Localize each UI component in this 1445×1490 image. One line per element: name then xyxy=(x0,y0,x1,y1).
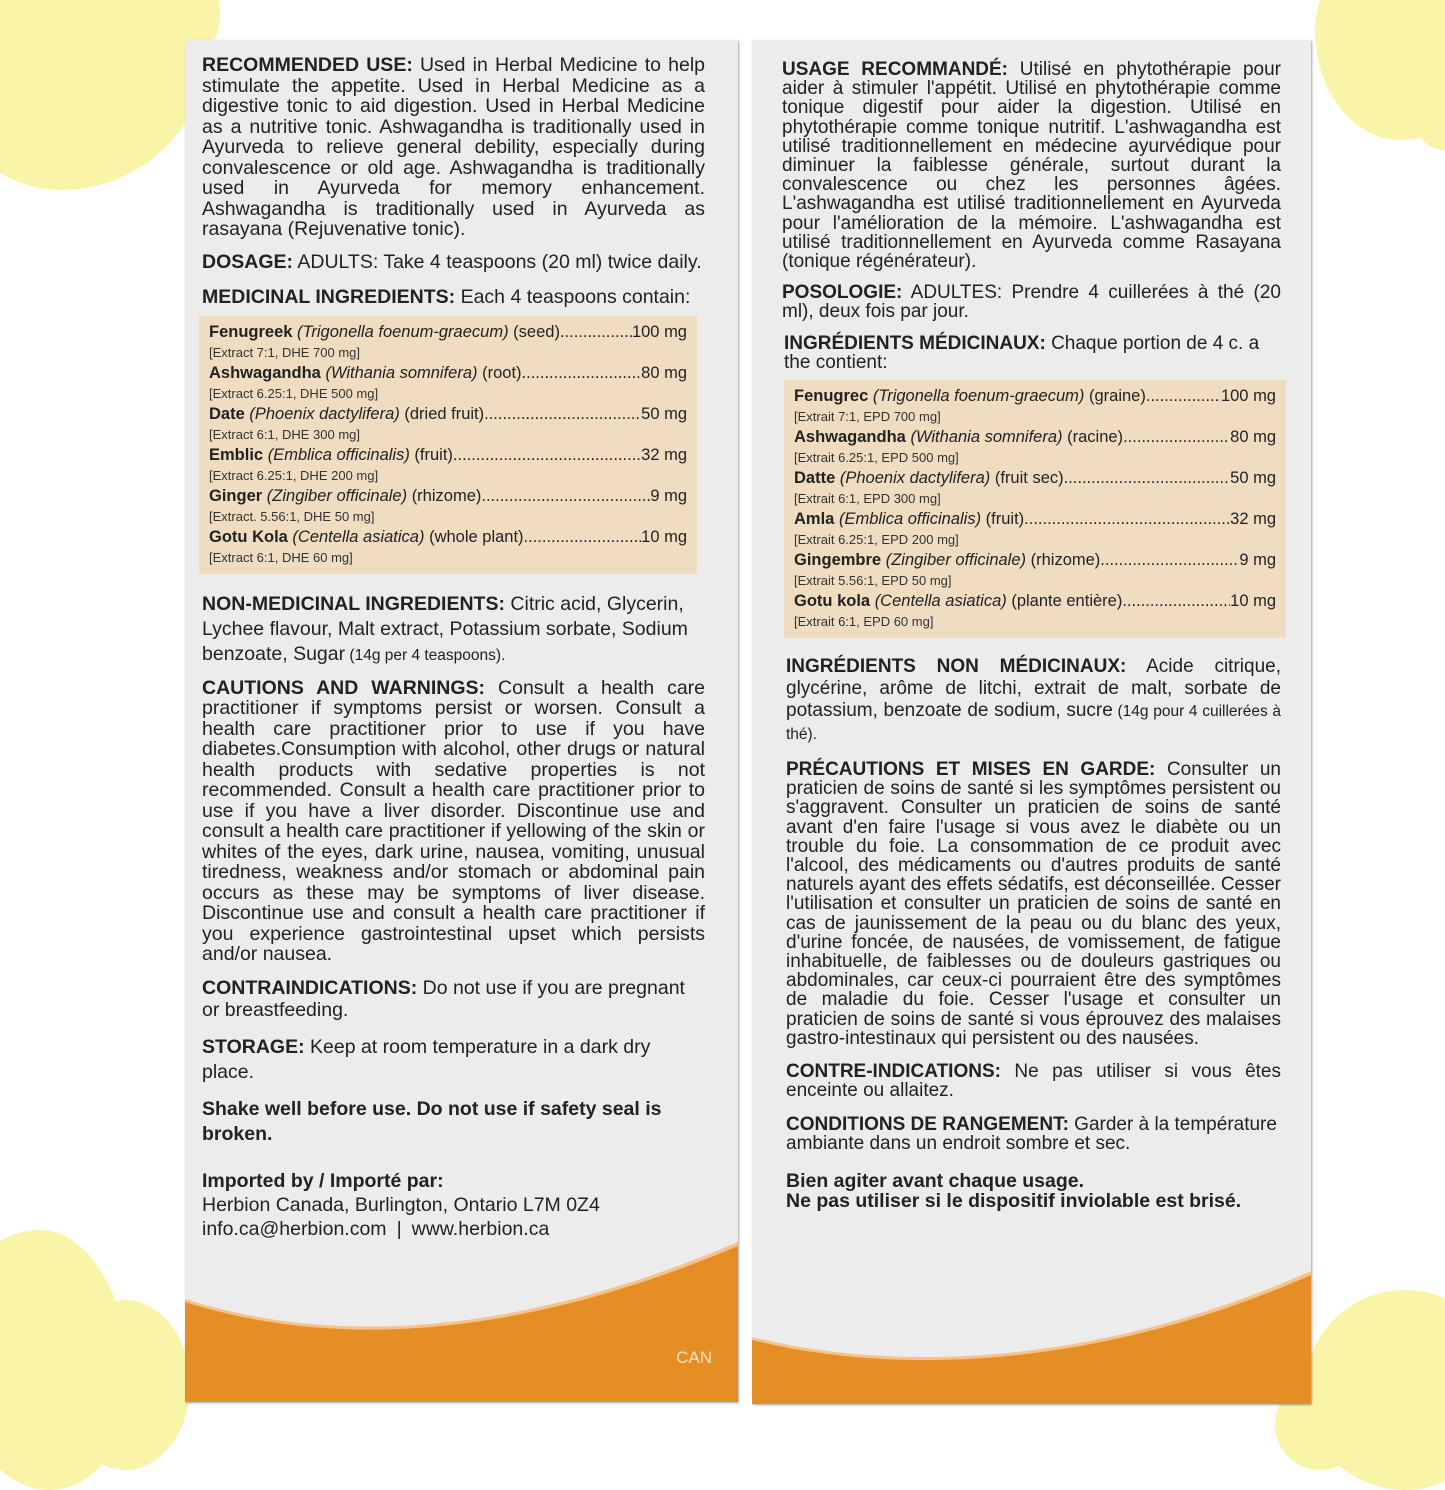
ingredient-item xyxy=(209,527,687,568)
sugar-note: (14g per 4 teaspoons). xyxy=(345,646,506,664)
medicinal-ingredients-box xyxy=(199,316,697,574)
ingredient-item xyxy=(794,427,1276,468)
medicinal-ingredients-box xyxy=(784,380,1286,638)
ingredient-latin: (Zingiber officinale) xyxy=(885,551,1027,570)
section-text: ADULTES: Prendre 4 cuillerées à thé (20 ml), deux fois par jour. xyxy=(782,282,1281,323)
ingredient-latin: (Withania somnifera) xyxy=(325,363,478,382)
section-text: Do not use if you are pregnant or breastfeeding. xyxy=(202,976,685,1021)
ingredient-amount: 9 mg xyxy=(650,486,687,505)
orange-wave-footer xyxy=(185,1242,738,1402)
section-text: Acide citrique, glycérine, arôme de litchi, extrait de malt, sorbate de potassium, benzoate de sodium, sucre xyxy=(786,656,1281,722)
non-medicinal-ingredients-section xyxy=(202,592,705,668)
ingredient-extract: [Extract 7:1, DHE 700 mg] xyxy=(209,344,361,360)
shake-note-line-2: Ne pas utiliser si le dispositif inviolable est brisé. xyxy=(786,1189,1242,1212)
section-text: Consult a health care practitioner if symptoms persist or worsen. Consult a health care practitioner prior to use if you have diabetes.Consumption with alcohol, other drugs or natural health products with sedative properties is not recommended. Consult a health care practitioner prior to use if you have a liver disorder. Discontinue use and consult a health care practitioner if yellowing of the skin or whites of the eyes, dark urine, nausea, vomiting, unusual tiredness, weakness and/or stomach or abdominal pain occurs as these may be symptoms of liver disease. Discontinue use and consult a health care practitioner if you experience gastrointestinal upset which persists and/or nausea. xyxy=(202,676,705,965)
ingredient-latin: (Phoenix dactylifera) xyxy=(839,469,991,488)
ingredients-medicinaux-heading xyxy=(782,334,1281,372)
ingredient-part: (rhizome) xyxy=(1030,551,1101,570)
section-heading: RECOMMENDED USE: xyxy=(202,54,413,76)
ingredient-part: (graine) xyxy=(1089,387,1146,406)
section-text: Ne pas utiliser si vous êtes enceinte ou allaitez. xyxy=(786,1061,1281,1102)
ingredient-latin: (Centella asiatica) xyxy=(292,527,425,546)
importer-website[interactable]: www.herbion.ca xyxy=(411,1217,550,1240)
ingredient-name: Ashwagandha xyxy=(209,363,321,382)
section-heading: STORAGE: xyxy=(202,1035,305,1058)
ingredient-name: Amla xyxy=(794,510,835,529)
ingredient-name: Datte xyxy=(794,469,836,488)
ingredient-item xyxy=(794,386,1276,427)
ingredient-name: Gotu kola xyxy=(794,592,871,611)
ingredient-amount: 10 mg xyxy=(1230,592,1276,611)
section-text: Citric acid, Glycerin, Lychee flavour, Malt extract, Potassium sorbate, Sodium benzoate, Sugar xyxy=(202,592,688,665)
ingredient-name: Ashwagandha xyxy=(794,428,906,447)
section-heading: INGRÉDIENTS NON MÉDICINAUX: xyxy=(786,656,1127,678)
leader-dots xyxy=(1146,386,1221,406)
section-heading: DOSAGE: xyxy=(202,250,294,273)
french-label-content xyxy=(782,60,1281,1211)
leader-dots xyxy=(1064,468,1231,488)
ingredient-part: (plante entière) xyxy=(1011,592,1123,611)
ingredient-item xyxy=(209,404,687,445)
ingredient-latin: (Trigonella foenum-graecum) xyxy=(872,387,1085,406)
country-code: CAN xyxy=(676,1348,712,1367)
ingredient-name: Date xyxy=(209,404,245,423)
ingredient-part: (racine) xyxy=(1067,428,1124,447)
label-panel-french xyxy=(752,40,1311,1404)
importer-title: Imported by / Importé par: xyxy=(202,1169,444,1192)
ingredient-item xyxy=(209,363,687,404)
section-heading: POSOLOGIE: xyxy=(782,282,903,304)
shake-well-note: Shake well before use. Do not use if safety seal is broken. xyxy=(202,1097,662,1145)
posologie-section xyxy=(782,283,1281,321)
ingredient-part: (fruit) xyxy=(985,510,1025,529)
ingredient-item xyxy=(794,468,1276,509)
ingredients-non-medicinaux-section xyxy=(782,656,1281,746)
ingredient-latin: (Trigonella foenum-graecum) xyxy=(297,322,509,341)
ingredient-part: (fruit sec) xyxy=(994,469,1064,488)
ingredient-amount: 32 mg xyxy=(641,445,687,464)
leader-dots xyxy=(524,527,642,547)
conditions-rangement-section xyxy=(782,1115,1281,1153)
section-text: Keep at room temperature in a dark dry place. xyxy=(202,1035,651,1083)
leader-dots xyxy=(1122,591,1230,611)
section-text: Each 4 teaspoons contain: xyxy=(455,286,691,308)
ingredient-extract: [Extrait 6.25:1, EPD 500 mg] xyxy=(794,450,959,466)
ingredient-item xyxy=(209,486,687,527)
ingredient-part: (dried fruit) xyxy=(404,404,485,423)
ingredient-amount: 80 mg xyxy=(641,363,687,382)
ingredient-extract: [Extract 6.25:1, DHE 200 mg] xyxy=(209,467,379,483)
ingredient-part: (seed) xyxy=(513,322,560,341)
ingredient-amount: 100 mg xyxy=(631,322,687,341)
ingredient-item xyxy=(794,509,1276,550)
shake-well-note xyxy=(782,1171,1281,1211)
contraindications-section xyxy=(202,977,705,1021)
section-heading: MEDICINAL INGREDIENTS: xyxy=(202,286,456,308)
ingredient-amount: 80 mg xyxy=(1230,428,1276,447)
section-heading: CONTRAINDICATIONS: xyxy=(202,976,418,999)
leader-dots xyxy=(560,322,632,342)
english-label-content xyxy=(202,55,705,1241)
usage-recommande-section xyxy=(782,60,1281,271)
importer-email[interactable]: info.ca@herbion.com xyxy=(202,1217,387,1240)
section-heading: PRÉCAUTIONS ET MISES EN GARDE: xyxy=(786,759,1156,781)
ingredient-amount: 50 mg xyxy=(641,404,687,423)
section-text: Garder à la température ambiante dans un endroit sombre et sec. xyxy=(786,1113,1277,1154)
ingredient-amount: 50 mg xyxy=(1230,469,1276,488)
ingredient-name: Emblic xyxy=(209,445,264,464)
contre-indications-section xyxy=(782,1062,1281,1100)
section-heading: CAUTIONS AND WARNINGS: xyxy=(202,676,486,699)
ingredient-extract: [Extrait 5.56:1, EPD 50 mg] xyxy=(794,573,952,589)
ingredient-part: (root) xyxy=(482,363,522,382)
section-text: Consulter un praticien de soins de santé si les symptômes persistent ou s'aggravent. Consulter un praticien de soins de santé avant d'en faire l'usage si vous avez le diabète ou un trouble du foie. La consommation de ce produit avec l'alcool, des médicaments ou d'autres produits de santé naturels ayant des effets sédatifs, est déconseillée. Cesser l'utilisation et consulter un praticien de soins de santé en cas de jaunissement de la peau ou du blanc des yeux, d'urine foncée, de nausées, de vomissement, de fatigue inhabituelle, de faiblesses ou de douleurs gastriques ou abdominales, car ceux-ci pourraient être des symptômes de maladie du foie. Cesser l'usage et consulter un praticien de soins de santé si vous éprouvez des malaises gastro-intestinaux qui persistent ou des nausées. xyxy=(786,759,1281,1049)
ingredient-part: (rhizome) xyxy=(411,486,482,505)
dosage-section xyxy=(202,252,705,273)
section-heading: CONTRE-INDICATIONS: xyxy=(786,1061,1001,1083)
ingredient-latin: (Phoenix dactylifera) xyxy=(249,404,400,423)
ingredient-extract: [Extrait 6:1, EPD 300 mg] xyxy=(794,491,941,507)
ingredient-extract: [Extrait 7:1, EPD 700 mg] xyxy=(794,409,941,425)
cautions-section xyxy=(202,678,705,965)
importer-contact xyxy=(202,1217,705,1241)
section-text: Used in Herbal Medicine to help stimulate the appetite. Used in Herbal Medicine as a digestive tonic to aid digestion. Used in Herbal Medicine as a nutritive tonic. Ashwagandha is traditionally used in Ayurveda to relieve general debility, especially during convalescence or old age. Ashwagandha is traditionally used in Ayurveda for memory enhancement. Ashwagandha is traditionally used in Ayurveda as rasayana (Rejuvenative tonic). xyxy=(202,54,705,240)
importer-address: Herbion Canada, Burlington, Ontario L7M 0Z4 xyxy=(202,1193,600,1216)
leader-dots xyxy=(1123,427,1230,447)
ingredient-name: Gingembre xyxy=(794,551,882,570)
section-heading: INGRÉDIENTS MÉDICINAUX: xyxy=(784,332,1046,354)
ingredient-latin: (Emblica officinalis) xyxy=(267,445,410,464)
ingredient-item xyxy=(209,445,687,486)
section-heading: USAGE RECOMMANDÉ: xyxy=(782,59,1009,80)
ingredient-extract: [Extract 6:1, DHE 300 mg] xyxy=(209,426,361,442)
importer-info xyxy=(202,1169,705,1241)
section-text: Utilisé en phytothérapie pour aider à stimuler l'appétit. Utilisé en phytothérapie comme tonique digestif pour aider la digestion. Utilisé en phytothérapie comme tonique nutritif. L'ashwagandha est utilisé traditionnellement en médecine ayurvédique pour diminuer la faiblesse générale, surtout durant la convalescence ou chez les personnes âgées. L'ashwagandha est utilisé traditionnellement en Ayurveda pour l'amélioration de la mémoire. L'ashwagandha est utilisé traditionnellement en Ayurveda comme Rasayana (tonique régénérateur). xyxy=(782,59,1281,273)
ingredient-part: (whole plant) xyxy=(429,527,524,546)
leader-dots xyxy=(1100,550,1239,570)
leader-dots xyxy=(453,445,641,465)
leader-dots xyxy=(481,486,650,506)
shake-note-line-1: Bien agiter avant chaque usage. xyxy=(786,1169,1085,1192)
ingredient-extract: [Extract 6.25:1, DHE 500 mg] xyxy=(209,385,379,401)
section-heading: CONDITIONS DE RANGEMENT: xyxy=(786,1113,1069,1135)
ingredient-item xyxy=(209,322,687,363)
ingredient-extract: [Extrait 6.25:1, EPD 200 mg] xyxy=(794,532,959,548)
ingredient-part: (fruit) xyxy=(414,445,453,464)
ingredient-item xyxy=(794,591,1276,632)
ingredient-name: Ginger xyxy=(209,486,263,505)
ingredient-name: Fenugrec xyxy=(794,387,869,406)
medicinal-ingredients-heading xyxy=(202,287,705,308)
ingredient-amount: 32 mg xyxy=(1230,510,1276,529)
ingredient-extract: [Extract. 5.56:1, DHE 50 mg] xyxy=(209,508,375,524)
leader-dots xyxy=(522,363,642,383)
ingredient-latin: (Zingiber officinale) xyxy=(266,486,408,505)
label-panel-english xyxy=(185,40,738,1402)
leader-dots xyxy=(1024,509,1230,529)
ingredient-amount: 10 mg xyxy=(641,527,687,546)
storage-section xyxy=(202,1035,705,1085)
ingredient-latin: (Withania somnifera) xyxy=(910,428,1063,447)
ingredient-amount: 100 mg xyxy=(1220,387,1276,406)
recommended-use-section xyxy=(202,55,705,240)
ingredient-amount: 9 mg xyxy=(1239,551,1276,570)
ingredient-item xyxy=(794,550,1276,591)
precautions-section xyxy=(782,760,1281,1048)
ingredient-extract: [Extract 6:1, DHE 60 mg] xyxy=(209,549,353,565)
sugar-note: (14g pour 4 cuillerées à thé). xyxy=(786,703,1281,744)
section-text: ADULTS: Take 4 teaspoons (20 ml) twice daily. xyxy=(293,250,702,273)
ingredient-extract: [Extrait 6:1, EPD 60 mg] xyxy=(794,614,934,630)
ingredient-name: Gotu Kola xyxy=(209,527,288,546)
ingredient-latin: (Centella asiatica) xyxy=(874,592,1007,611)
ingredient-name: Fenugreek xyxy=(209,322,293,341)
contact-separator: | xyxy=(396,1217,402,1240)
orange-wave-footer xyxy=(752,1224,1311,1404)
ingredient-latin: (Emblica officinalis) xyxy=(838,510,982,529)
section-text: Chaque portion de 4 c. a the contient: xyxy=(784,332,1260,373)
section-heading: NON-MEDICINAL INGREDIENTS: xyxy=(202,592,505,615)
leader-dots xyxy=(484,404,641,424)
